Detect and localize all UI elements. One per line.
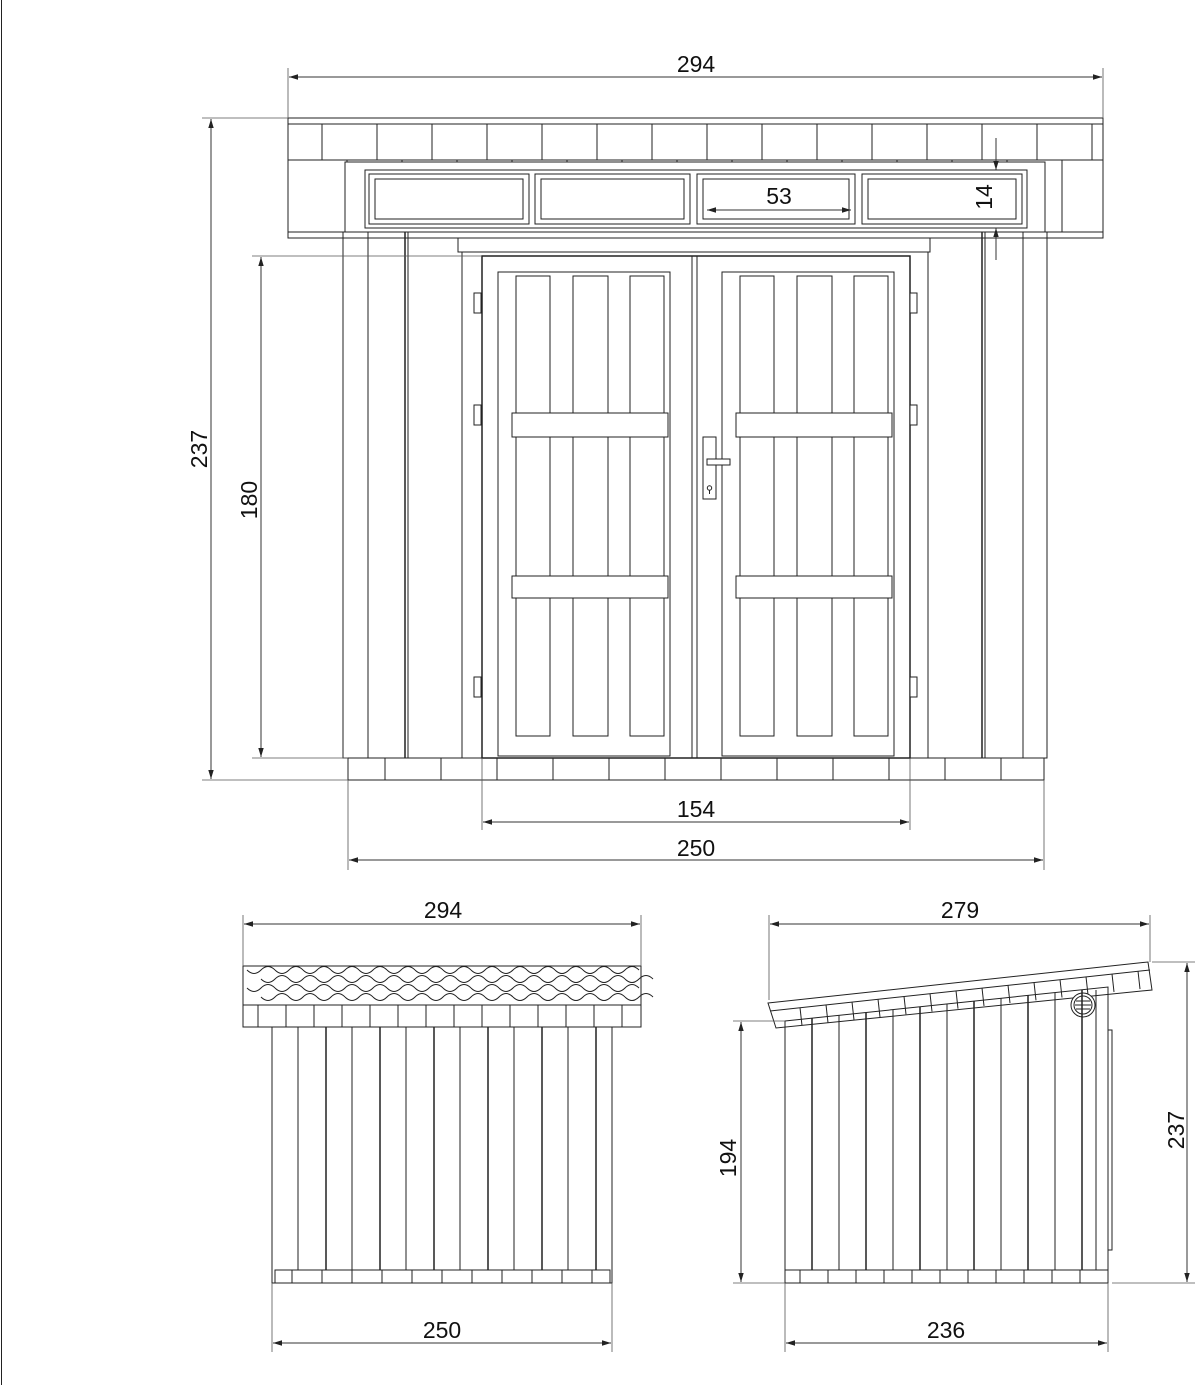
dim-side-base-depth: 236 <box>926 1317 966 1343</box>
door-glass-pane <box>516 598 550 736</box>
end-beam-row <box>243 1005 641 1027</box>
end-view <box>243 966 653 1283</box>
door-glass-pane <box>854 437 888 576</box>
door-handle-icon <box>703 437 730 499</box>
side-base <box>785 1270 1108 1283</box>
door-glass-pane <box>630 276 664 413</box>
door-glass-pane <box>740 437 774 576</box>
side-roof <box>768 962 1152 1028</box>
dim-side-roof-depth: 279 <box>940 897 980 923</box>
dim-side-total-height: 237 <box>1163 1110 1189 1150</box>
door-glass-pane <box>854 276 888 413</box>
end-dimensions <box>243 897 641 1352</box>
door-glass-pane <box>630 598 664 736</box>
door-glass-pane <box>516 276 550 413</box>
front-view <box>288 118 1103 780</box>
end-wall <box>272 1027 612 1283</box>
dim-roof-width: 294 <box>676 51 716 77</box>
dim-door-width: 154 <box>676 796 716 822</box>
door-glass-pane <box>573 437 608 576</box>
front-base <box>348 758 1044 780</box>
door-glass-pane <box>740 276 774 413</box>
dim-end-roof-width: 294 <box>423 897 463 923</box>
door-header <box>458 238 930 252</box>
vent-icon <box>1071 993 1095 1017</box>
door-glass-pane <box>797 598 832 736</box>
door-glass-pane <box>740 598 774 736</box>
door-glass-pane <box>573 276 608 413</box>
door-frame <box>482 256 910 758</box>
side-door-edge <box>1108 1030 1112 1250</box>
dim-window-width: 53 <box>766 183 792 209</box>
door-glass-pane <box>516 437 550 576</box>
door-glass-pane <box>630 437 664 576</box>
side-view <box>768 962 1152 1283</box>
dim-window-height: 14 <box>971 184 997 210</box>
door-leaf-right <box>722 272 894 756</box>
door-surround <box>462 252 928 758</box>
door-hinges <box>474 293 917 697</box>
door-glass-pane <box>797 437 832 576</box>
door-glass-pane <box>854 598 888 736</box>
dim-total-height: 237 <box>186 429 212 469</box>
door-glass-pane <box>797 276 832 413</box>
dim-base-width: 250 <box>676 835 716 861</box>
front-wall <box>343 232 1047 758</box>
dim-wall-height: 180 <box>236 480 262 520</box>
dim-end-base-width: 250 <box>422 1317 462 1343</box>
door-glass-pane <box>573 598 608 736</box>
door-leaf-left <box>498 256 697 758</box>
dim-side-low-height: 194 <box>715 1138 741 1178</box>
